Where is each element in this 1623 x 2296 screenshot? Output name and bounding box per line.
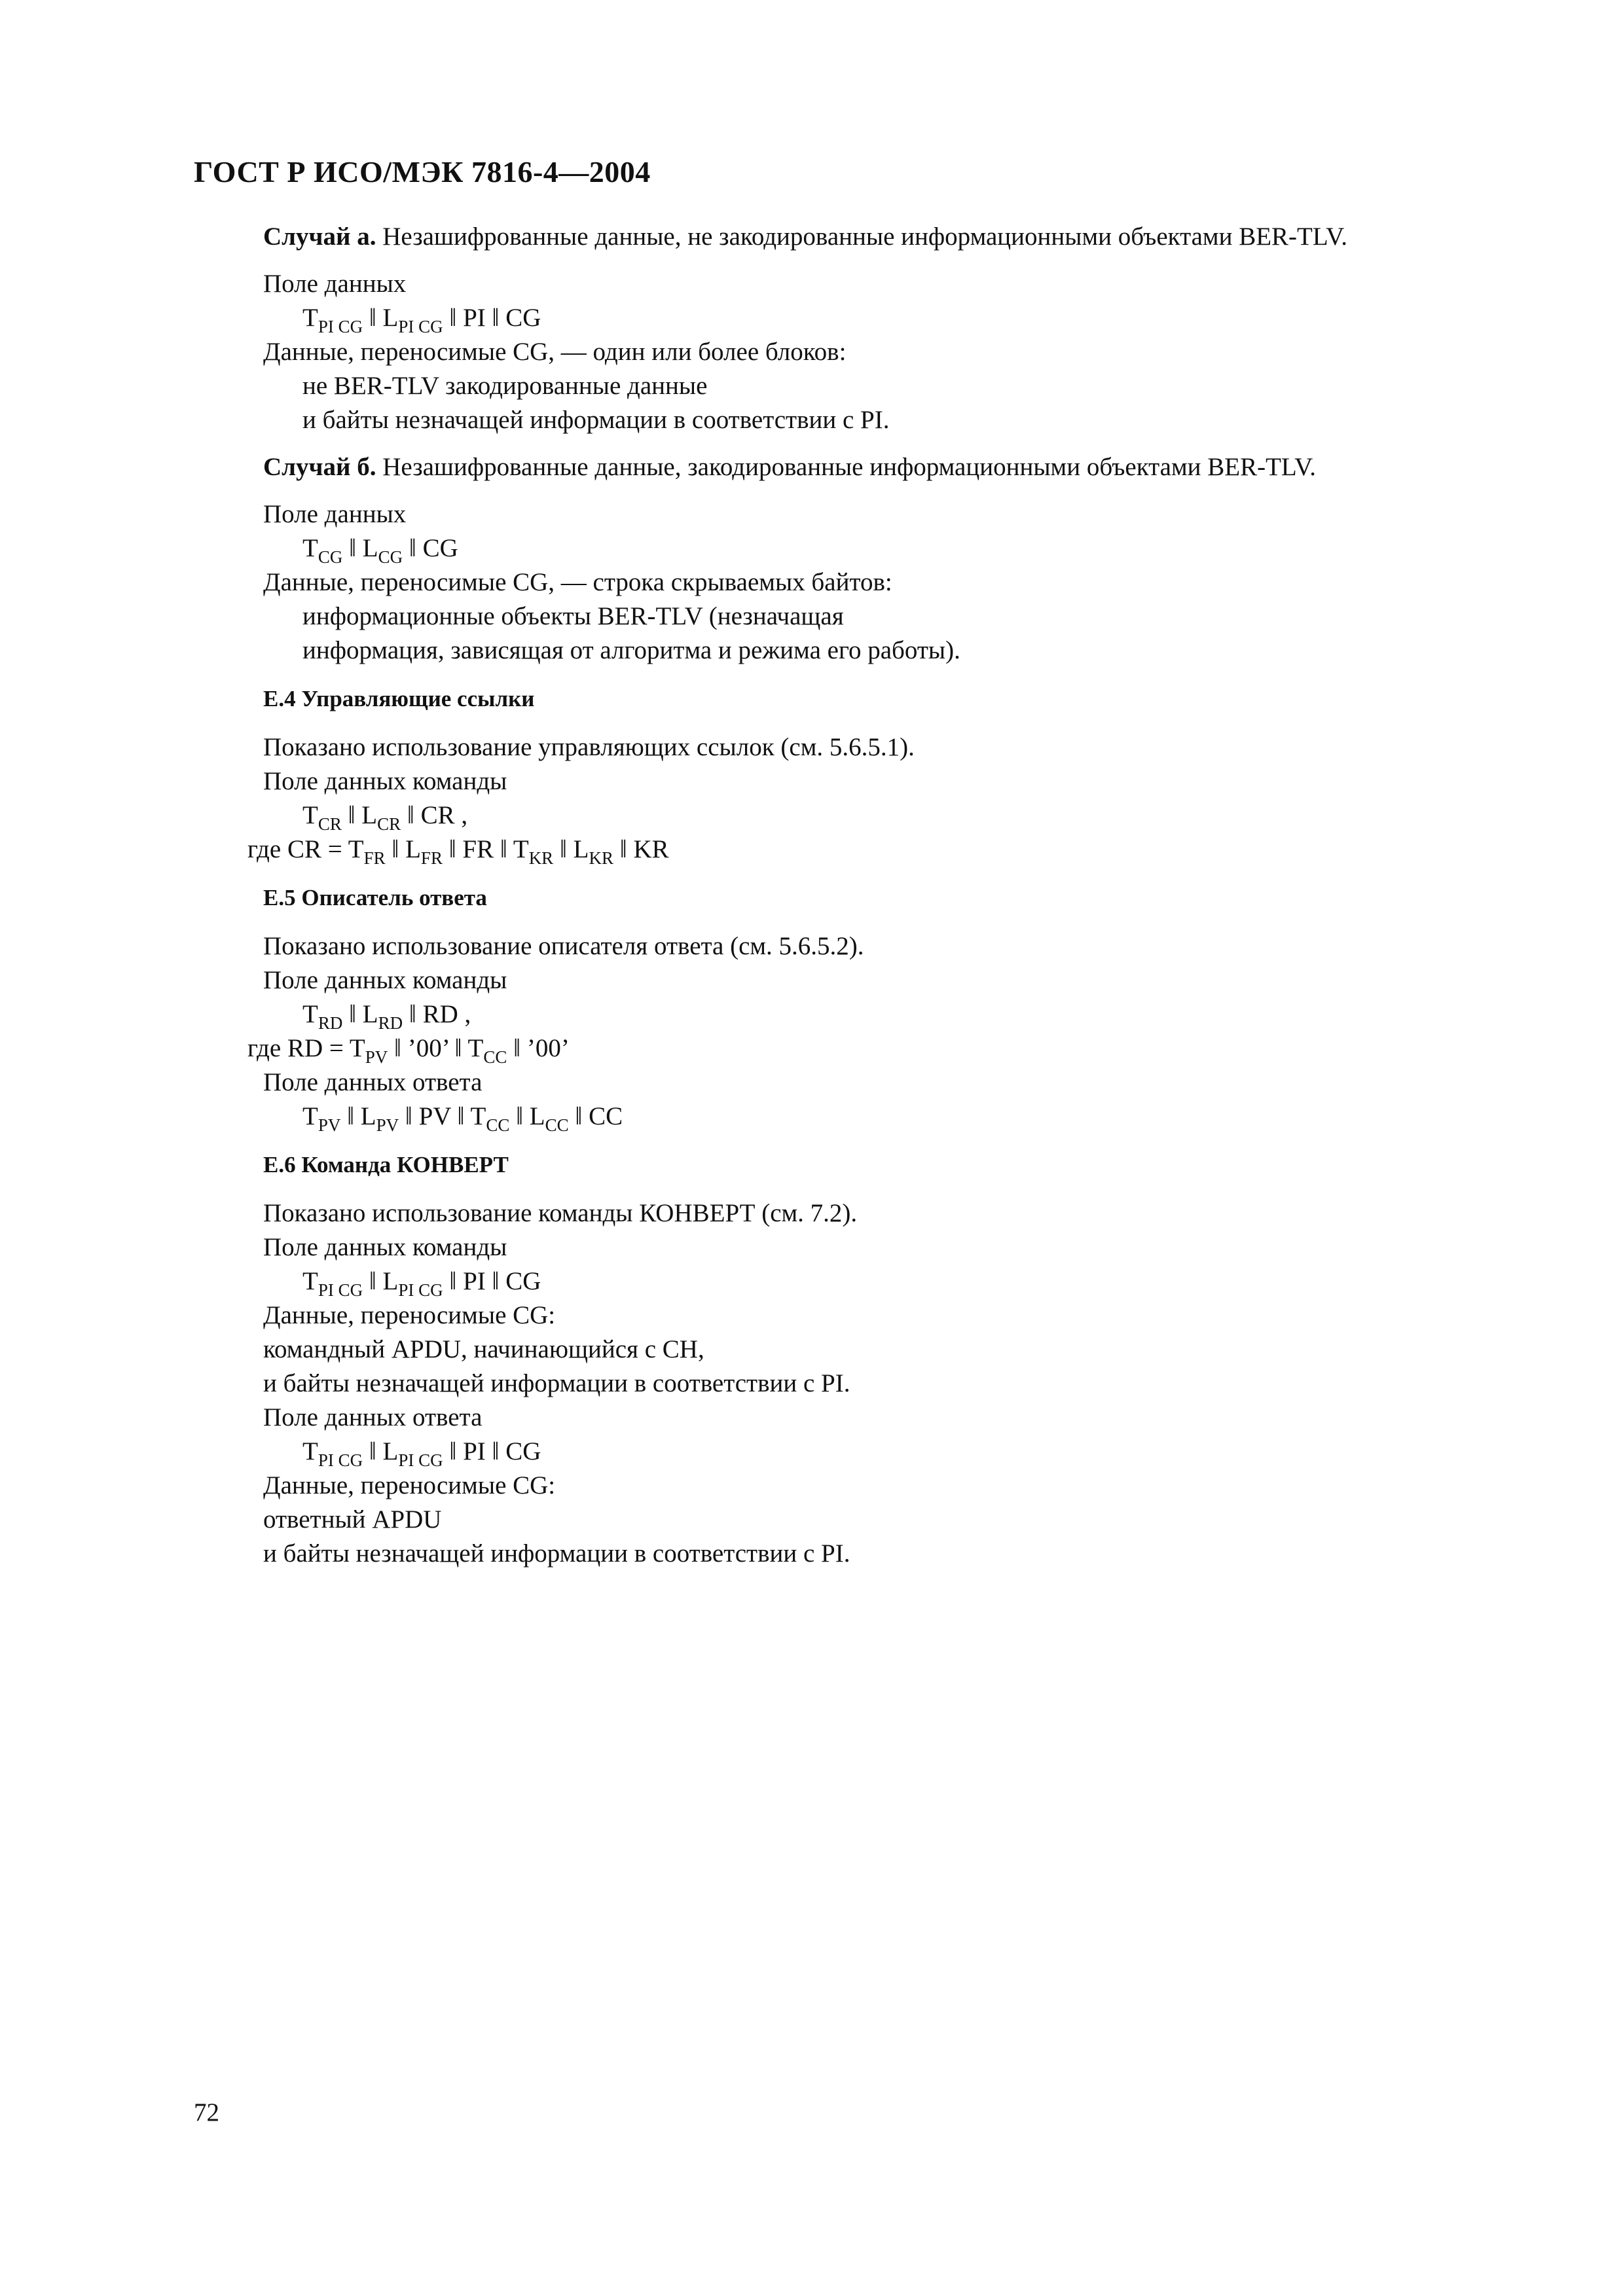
formula-subscript: PI CG [318,1450,363,1470]
page-number: 72 [194,2098,219,2126]
formula-text: ‖ ’00’ [507,1034,570,1062]
formula-subscript: RD [378,1013,403,1033]
formula-subscript: KR [528,848,554,868]
e6-response-item-2: и байты незначащей информации в соответствии с PI. [263,1539,850,1568]
formula-subscript: CR [377,814,401,834]
formula-text: ‖ L [363,304,399,332]
formula-text: T [302,1437,318,1465]
formula-subscript: KR [589,848,613,868]
case-a-field-label: Поле данных [263,270,407,298]
formula-text: где CR = T [247,835,364,863]
formula-subscript: CR [318,814,342,834]
formula-subscript: CC [486,1115,510,1135]
e4-formula-line-1 [263,798,1546,833]
formula-text: ‖ PI ‖ CG [443,1267,541,1295]
formula-text: ‖ L [509,1102,545,1130]
case-b-carried-label: Данные, переносимые CG, — строка скрываемых байтов: [263,568,892,596]
formula-text: где RD = T [247,1034,365,1062]
case-a-label: Случай а. [263,223,376,251]
case-a-item-1: не BER-TLV закодированные данные [302,372,708,400]
formula-text: ‖ ’00’ ‖ T [388,1034,484,1062]
case-b-paragraph [263,450,1546,484]
formula-subscript: RD [318,1013,343,1033]
formula-text: T [302,1267,318,1295]
formula-text: ‖ L [341,801,378,829]
case-a-carried-label: Данные, переносимые CG, — один или более блоков: [263,338,847,366]
formula-text: ‖ L [385,835,421,863]
e6-command-formula [263,1265,1546,1299]
case-a-paragraph [263,220,1546,254]
formula-text: ‖ L [342,534,378,562]
section-e4-heading: Е.4 Управляющие ссылки [263,686,535,711]
formula-subscript: CC [545,1115,569,1135]
formula-subscript: PI CG [398,1450,443,1470]
case-b-field-label: Поле данных [263,500,407,528]
formula-text: ‖ CR , [401,801,468,829]
section-e6-heading: Е.6 Команда КОНВЕРТ [263,1152,509,1177]
formula-text: ‖ KR [613,835,669,863]
e6-response-item-1: ответный APDU [263,1505,442,1534]
formula-subscript: CG [318,547,343,567]
formula-text: ‖ L [553,835,589,863]
formula-text: T [302,304,318,332]
e4-formula-line-2 [247,833,1546,867]
formula-text: ‖ PV ‖ T [399,1102,486,1130]
formula-text: ‖ PI ‖ CG [443,304,541,332]
formula-text: T [302,1102,318,1130]
formula-subscript: FR [363,848,386,868]
e6-command-item-1: командный APDU, начинающийся с СН, [263,1335,704,1363]
case-a-data-line [263,301,1546,335]
formula-text: ‖ L [342,1000,378,1028]
case-b-item-1: информационные объекты BER-TLV (незначащая [302,602,844,630]
formula-text: ‖ L [363,1437,399,1465]
e5-formula-line-2 [247,1031,1546,1066]
e5-response-label: Поле данных ответа [263,1068,483,1096]
page-content [247,220,1546,1571]
e6-command-label: Поле данных команды [263,1233,507,1261]
e5-intro: Показано использование описателя ответа (см. 5.6.5.2). [263,932,864,960]
case-b-label: Случай б. [263,453,376,481]
formula-text: ‖ L [363,1267,399,1295]
formula-subscript: PI CG [398,1280,443,1300]
section-e5-heading: Е.5 Описатель ответа [263,885,487,910]
case-b-text: Незашифрованные данные, закодированные информационными объектами BER-TLV. [376,453,1317,481]
e6-response-carried: Данные, переносимые CG: [263,1471,556,1499]
formula-subscript: PI CG [398,317,443,336]
formula-subscript: FR [420,848,443,868]
formula-text: T [302,534,318,562]
case-a-text: Незашифрованные данные, не закодированные информационными объектами BER-TLV. [376,223,1347,251]
formula-subscript: CC [483,1047,507,1067]
formula-text: ‖ CG [403,534,458,562]
case-b-data-line [263,531,1546,565]
e5-formula-line-1 [263,997,1546,1031]
formula-subscript: CG [378,547,403,567]
e5-formula-line-3 [263,1100,1546,1134]
e6-intro: Показано использование команды КОНВЕРТ (см. 7.2). [263,1199,858,1227]
case-a-item-2: и байты незначащей информации в соответствии с PI. [302,406,890,434]
formula-text: ‖ FR ‖ T [442,835,529,863]
e6-command-carried: Данные, переносимые CG: [263,1301,556,1329]
formula-text: T [302,801,318,829]
formula-subscript: PV [376,1115,399,1135]
formula-subscript: PV [318,1115,341,1135]
formula-subscript: PI CG [318,1280,363,1300]
formula-text: ‖ PI ‖ CG [443,1437,541,1465]
formula-text: ‖ L [340,1102,376,1130]
e6-command-item-2: и байты незначащей информации в соответствии с PI. [263,1369,850,1397]
e4-command-label: Поле данных команды [263,767,507,795]
formula-subscript: PV [365,1047,388,1067]
formula-subscript: PI CG [318,317,363,336]
e5-command-label: Поле данных команды [263,966,507,994]
formula-text: ‖ RD , [403,1000,471,1028]
case-b-item-2: информация, зависящая от алгоритма и режима его работы). [302,636,960,664]
e4-intro: Показано использование управляющих ссылок (см. 5.6.5.1). [263,733,915,761]
document-header: ГОСТ Р ИСО/МЭК 7816-4—2004 [194,155,651,188]
e6-response-formula [263,1435,1546,1469]
formula-text: T [302,1000,318,1028]
e6-response-label: Поле данных ответа [263,1403,483,1431]
formula-text: ‖ CC [568,1102,623,1130]
